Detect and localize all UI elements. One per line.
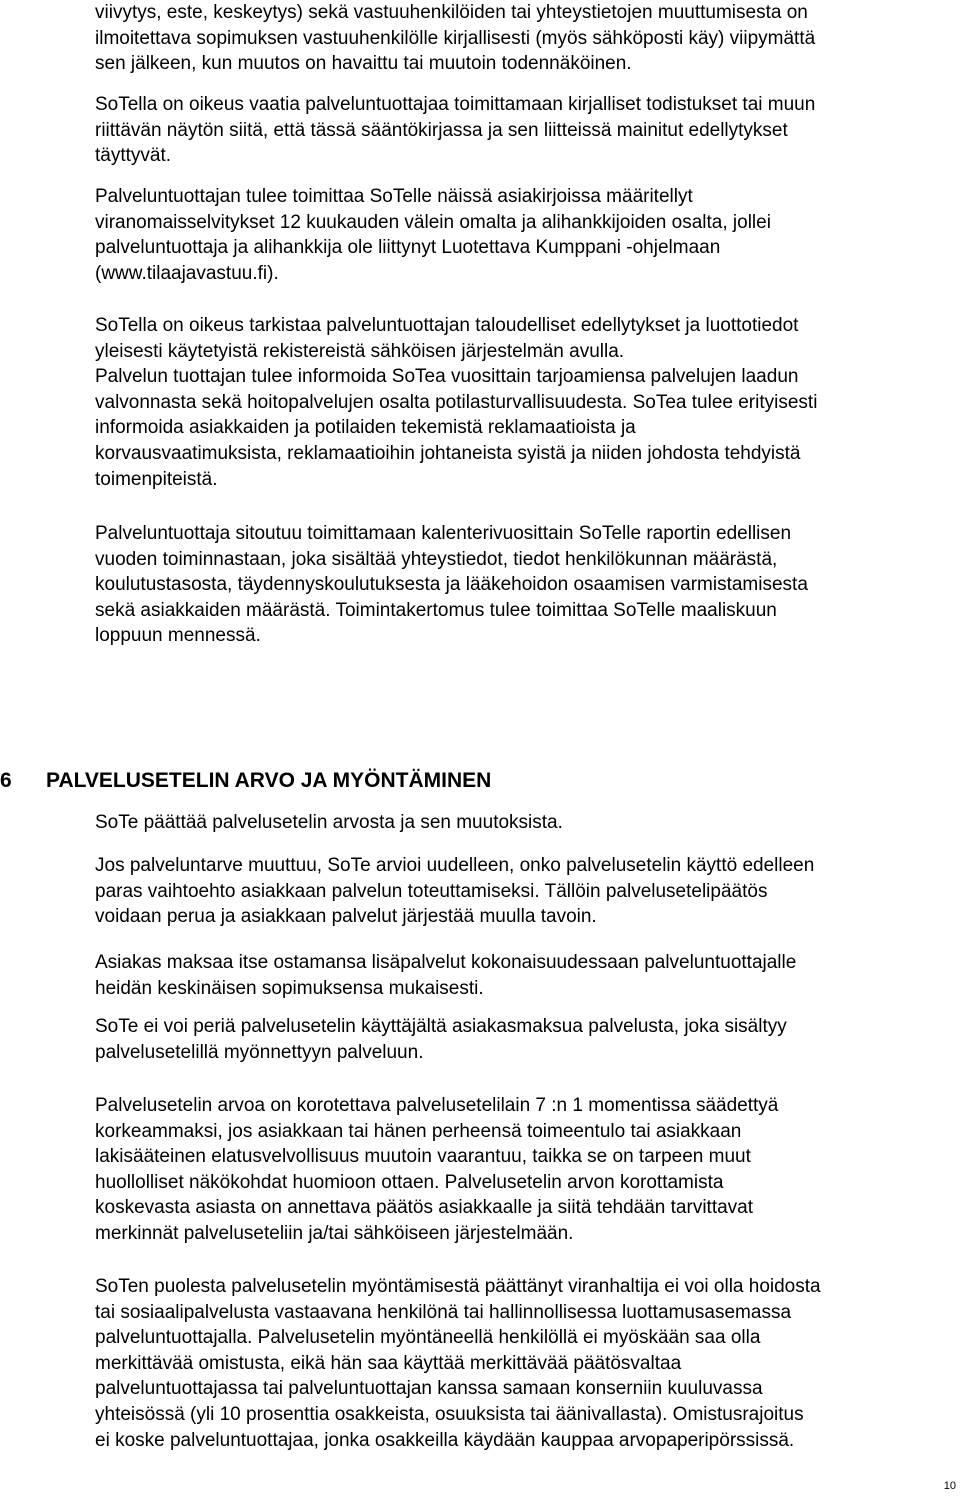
section-number: 6 (0, 769, 12, 792)
paragraph-1 (95, 0, 960, 77)
text-line: loppuun mennessä. (95, 625, 261, 647)
text-line: Jos palveluntarve muuttuu, SoTe arvioi uudelleen, onko palvelusetelin käyttö edelleen (95, 855, 815, 876)
page-number: 10 (943, 1480, 956, 1492)
paragraph-2 (95, 92, 960, 169)
section-heading (0, 767, 960, 795)
text-line: Asiakas maksaa itse ostamansa lisäpalvelut kokonaisuudessaan palveluntuottajalle (95, 952, 797, 973)
text-line: yleisesti käytetyistä rekistereistä sähköisen järjestelmän avulla. (95, 340, 625, 362)
text-line: sekä asiakkaiden määrästä. Toimintakertomus tulee toimittaa SoTelle maaliskuun (95, 599, 777, 621)
text-line: koskevasta asiasta on annettava päätös asiakkaalle ja siitä tehdään tarvittavat (95, 1197, 754, 1219)
paragraph-5 (95, 521, 960, 649)
text-line: merkittävää omistusta, eikä hän saa käyttää merkittävää päätösvaltaa (95, 1352, 682, 1374)
text-line: Palveluntuottaja sitoutuu toimittamaan kalenterivuosittain SoTelle raportin edellisen (95, 523, 792, 544)
text-line: koulutustasosta, täydennyskoulutuksesta ja lääkehoidon osaamisen varmistamisesta (95, 574, 808, 596)
text-line: informoida asiakkaiden ja potilaiden tekemistä reklamaatioista ja (95, 417, 636, 439)
text-line: palveluntuottajassa tai palveluntuottajan kanssa samaan konserniin kuuluvassa (95, 1378, 763, 1400)
text-line: paras vaihtoehto asiakkaan palvelun toteuttamiseksi. Tällöin palvelusetelipäätös (95, 880, 768, 902)
section-title: PALVELUSETELIN ARVO JA MYÖNTÄMINEN (46, 769, 492, 792)
paragraph-4 (95, 313, 960, 492)
text-line: huollolliset näkökohdat huomioon ottaen. Palvelusetelin arvon korottamista (95, 1171, 724, 1193)
text-line: palvelusetelillä myönnettyyn palveluun. (95, 1041, 424, 1063)
text-line: tai sosiaalipalvelusta vastaavana henkilönä tai hallinnollisessa luottamusasemassa (95, 1301, 792, 1323)
text-line: SoTe päättää palvelusetelin arvosta ja sen muutoksista. (95, 812, 563, 833)
text-line: heidän keskinäisen sopimuksensa mukaisesti. (95, 977, 484, 999)
paragraph-8 (95, 950, 960, 1001)
paragraph-6 (95, 810, 960, 836)
text-line: SoTen puolesta palvelusetelin myöntämisestä päättänyt viranhaltija ei voi olla hoidosta (95, 1276, 821, 1297)
paragraph-10 (95, 1093, 960, 1247)
text-line: lakisääteinen elatusvelvollisuus muutoin vaarantuu, taikka se on tarpeen muut (95, 1146, 751, 1168)
text-line: täyttyvät. (95, 145, 172, 167)
text-line: valvonnasta sekä hoitopalvelujen osalta potilasturvallisuudesta. SoTea tulee erityisesti (95, 391, 818, 413)
text-line: Palveluntuottajan tulee toimittaa SoTelle näissä asiakirjoissa määritellyt (95, 186, 693, 207)
text-line: Palvelun tuottajan tulee informoida SoTea vuosittain tarjoamiensa palvelujen laadun (95, 366, 799, 388)
text-line: Palvelusetelin arvoa on korotettava palvelusetelilain 7 :n 1 momentissa säädettyä (95, 1095, 779, 1116)
text-line: sen jälkeen, kun muutos on havaittu tai muutoin todennäköinen. (95, 53, 632, 75)
text-line: viranomaisselvitykset 12 kuukauden välein omalta ja alihankkijoiden osalta, jollei (95, 211, 771, 233)
text-line: (www.tilaajavastuu.fi). (95, 262, 279, 284)
text-line: yhteisössä (yli 10 prosenttia osakkeista, osuuksista tai äänivallasta). Omistusrajoitus (95, 1403, 804, 1425)
text-line: viivytys, este, keskeytys) sekä vastuuhenkilöiden tai yhteystietojen muuttumisesta on (95, 2, 808, 23)
paragraph-7 (95, 853, 960, 930)
text-line: toimenpiteistä. (95, 468, 218, 490)
text-line: ei koske palveluntuottajaa, jonka osakkeilla käydään kauppaa arvopaperipörssissä. (95, 1429, 795, 1451)
text-line: palveluntuottaja ja alihankkija ole liittynyt Luotettava Kumppani -ohjelmaan (95, 237, 721, 259)
text-line: SoTella on oikeus tarkistaa palveluntuottajan taloudelliset edellytykset ja luottotiedot (95, 315, 799, 336)
text-line: korvausvaatimuksista, reklamaatioihin johtaneista syistä ja niiden johdosta tehdyistä (95, 442, 801, 464)
text-line: SoTella on oikeus vaatia palveluntuottajaa toimittamaan kirjalliset todistukset tai muun (95, 94, 816, 115)
text-line: vuoden toiminnastaan, joka sisältää yhteystiedot, tiedot henkilökunnan määrästä, (95, 548, 778, 570)
text-line: korkeammaksi, jos asiakkaan tai hänen perheensä toimeentulo tai asiakkaan (95, 1120, 742, 1142)
text-line: SoTe ei voi periä palvelusetelin käyttäjältä asiakasmaksua palvelusta, joka sisältyy (95, 1016, 787, 1037)
text-line: ilmoitettava sopimuksen vastuuhenkilölle kirjallisesti (myös sähköposti käy) viipymättä (95, 27, 816, 49)
text-line: voidaan perua ja asiakkaan palvelut järjestää muulla tavoin. (95, 906, 597, 928)
text-line: merkinnät palveluseteliin ja/tai sähköiseen järjestelmään. (95, 1222, 574, 1244)
text-line: riittävän näytön siitä, että tässä sääntökirjassa ja sen liitteissä mainitut edellytykset (95, 119, 788, 141)
text-line: palveluntuottajalla. Palvelusetelin myöntäneellä henkilöllä ei myöskään saa olla (95, 1327, 761, 1349)
paragraph-11 (95, 1274, 960, 1453)
paragraph-3 (95, 184, 960, 286)
paragraph-9 (95, 1014, 960, 1065)
